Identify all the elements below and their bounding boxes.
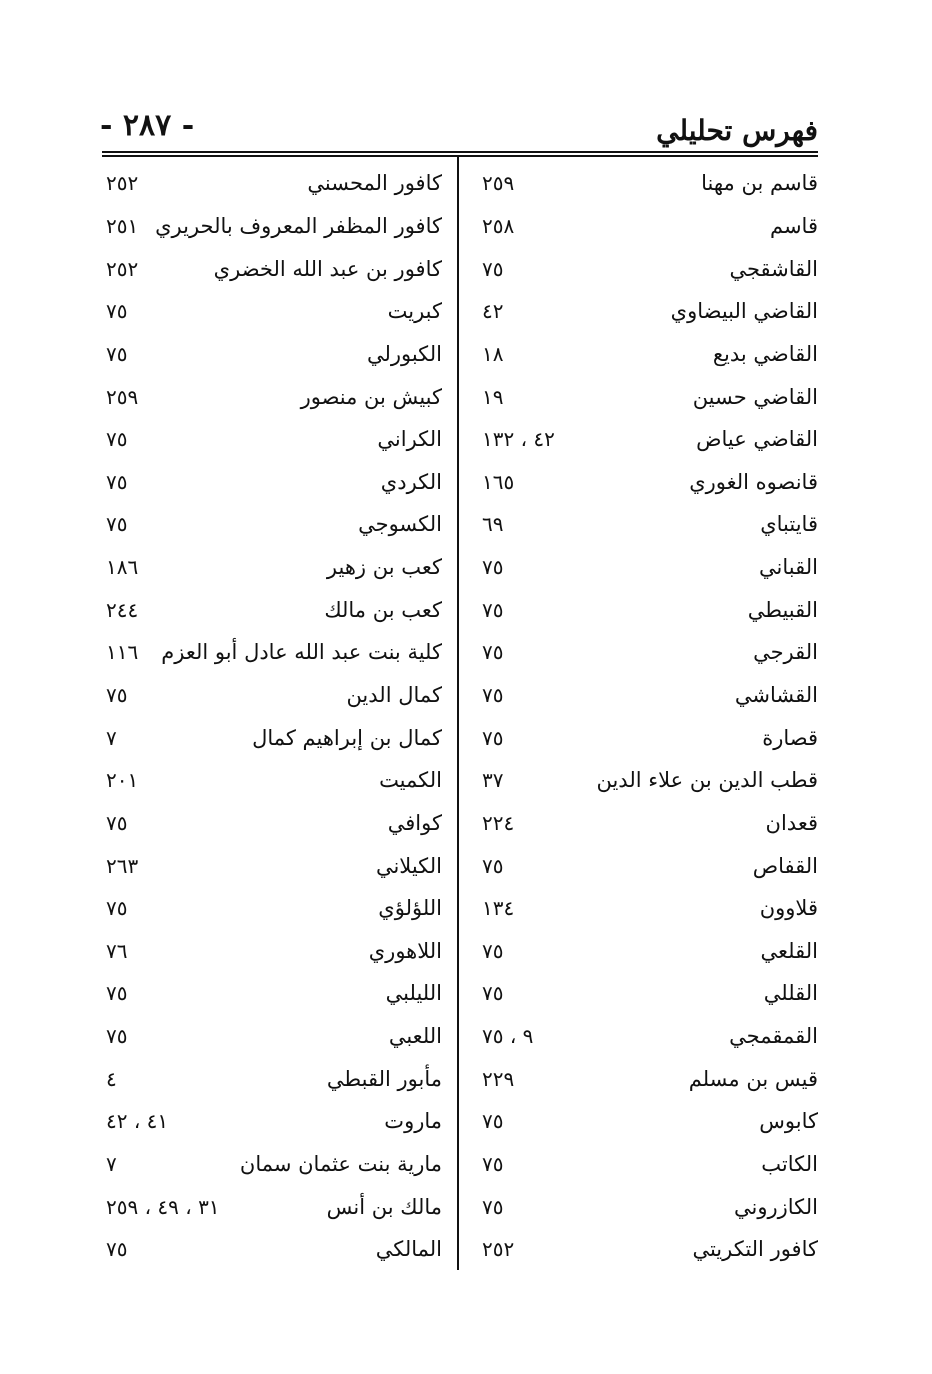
entry-page-numbers: ٤ [106,1066,117,1091]
index-entry [102,503,442,546]
index-entry [102,844,442,887]
entry-name: اللاهوري [368,938,442,963]
entry-name: مأبور القبطي [326,1066,442,1091]
index-entry [478,1015,818,1058]
entry-name: قايتباي [760,512,818,537]
entry-name: الليلبي [385,981,442,1006]
entry-name: كوافي [387,810,442,835]
entry-page-numbers: ١٨٦ [106,555,139,580]
entry-page-numbers: ٧٥ [106,810,128,835]
entry-page-numbers: ٧٥ [106,683,128,707]
entry-name: المالكي [375,1237,442,1262]
index-entry [102,802,442,845]
entry-page-numbers: ٢٢٩ [482,1066,515,1091]
index-entry [102,162,442,205]
entry-name: قاسم [769,213,818,238]
entry-name: ماروت [384,1109,442,1134]
entry-page-numbers: ٧٥ [482,640,504,665]
index-entry [102,1185,442,1228]
entry-page-numbers: ٢٥٩ [482,171,515,196]
index-entry [478,674,818,717]
entry-name: قيس بن مسلم [688,1066,818,1091]
entry-name: كافور بن عبد الله الخضري [213,256,442,281]
index-entry [102,1057,442,1100]
entry-page-numbers: ٢٥١ [106,213,139,238]
index-entry [478,247,818,290]
entry-name: كعب بن زهير [326,555,442,580]
entry-name: مارية بنت عثمان سمان [239,1152,442,1177]
entry-name: القاشقجي [729,256,818,281]
entry-page-numbers: ٤٢ [482,299,504,324]
entry-name: كمال الدين [346,683,442,707]
index-entry [102,972,442,1015]
index-entry [478,716,818,759]
index-entry [102,1228,442,1271]
entry-page-numbers: ٣٧ [482,768,504,793]
entry-page-numbers: ٢٦٣ [106,853,139,878]
entry-name: الكسوجي [358,512,442,537]
entry-name: قاسم بن مهنا [701,171,818,196]
index-entry [102,930,442,973]
entry-name: كلية بنت عبد الله عادل أبو العزم [161,640,442,665]
entry-name: اللؤلؤي [378,896,442,921]
index-entry [478,503,818,546]
index-entry [478,887,818,930]
entry-name: قلاوون [759,896,818,921]
entry-name: القشاشي [734,683,818,707]
index-entry [478,759,818,802]
entry-name: القرجي [753,640,818,665]
entry-name: القاضي حسين [692,384,818,409]
entry-name: كافور المظفر المعروف بالحريري [155,213,442,238]
index-entry [102,716,442,759]
entry-page-numbers: ٢٥٨ [482,213,515,238]
index-entry [102,631,442,674]
index-entry [478,972,818,1015]
header-rule-bottom [102,155,818,157]
index-entry [478,333,818,376]
entry-name: القلعي [760,938,818,963]
entry-page-numbers: ١٦٥ [482,469,515,494]
entry-page-numbers: ٧٥ [482,853,504,878]
index-entry [102,205,442,248]
index-entry [478,205,818,248]
entry-page-numbers: ٧٥ [482,938,504,963]
page-number: - ٢٨٧ - [100,108,195,143]
entry-page-numbers: ٧ [106,725,117,750]
entry-page-numbers: ٧٥ [482,725,504,750]
header-rule-top [102,151,818,153]
index-entry [102,588,442,631]
entry-page-numbers: ٧٦ [106,938,128,963]
entry-page-numbers: ٢٥٢ [482,1237,515,1262]
index-entry [102,1143,442,1186]
entry-page-numbers: ٢٠١ [106,768,139,793]
entry-name: القللي [763,981,818,1006]
entry-name: كافور التكريتي [692,1237,818,1262]
entry-name: القفاص [752,853,818,878]
entry-page-numbers: ٤٢ ، ١٣٢ [482,427,555,452]
index-entry [478,844,818,887]
entry-name: قعدان [765,810,818,835]
index-entry [102,887,442,930]
entry-name: القاضي عياض [696,427,818,452]
index-entry [102,460,442,503]
entry-name: القاضي بديع [712,341,818,366]
index-entry [478,1143,818,1186]
entry-name: الكاتب [761,1152,818,1177]
entry-page-numbers: ٧٥ [106,512,128,537]
entry-page-numbers: ٧٥ [482,1152,504,1177]
entry-page-numbers: ٧٥ [106,1024,128,1049]
entry-name: الكميت [379,768,442,793]
entry-page-numbers: ٣١ ، ٤٩ ، ٢٥٩ [106,1194,220,1219]
index-entry [102,674,442,717]
index-entry [102,418,442,461]
entry-name: القبيطي [747,597,818,622]
entry-page-numbers: ٧٥ [482,981,504,1006]
entry-page-numbers: ٧٥ [482,683,504,707]
entry-page-numbers: ٧٥ [482,597,504,622]
index-entry [478,1185,818,1228]
entry-name: الكيلاني [375,853,442,878]
index-entry [478,802,818,845]
entry-name: كابوس [759,1109,818,1134]
index-entry [478,162,818,205]
column-divider [457,155,459,1270]
index-entry [102,247,442,290]
index-entry [478,290,818,333]
entry-page-numbers: ١٩ [482,384,504,409]
entry-page-numbers: ١٨ [482,341,504,366]
entry-name: القباني [759,555,818,580]
entry-page-numbers: ٧ [106,1152,117,1177]
index-entry [478,1100,818,1143]
entry-name: كبيش بن منصور [300,384,442,409]
entry-page-numbers: ٧٥ [106,1237,128,1262]
entry-name: القمقمجي [729,1024,818,1049]
index-entry [102,333,442,376]
entry-page-numbers: ٧٥ [482,555,504,580]
entry-page-numbers: ٧٥ [106,469,128,494]
index-entry [102,546,442,589]
entry-name: قطب الدين بن علاء الدين [596,768,818,793]
entry-page-numbers: ٧٥ [106,896,128,921]
entry-page-numbers: ٤١ ، ٤٢ [106,1109,169,1134]
running-title: فهرس تحليلي [656,114,818,147]
entry-page-numbers: ٧٥ [106,299,128,324]
entry-name: كمال بن إبراهيم كمال [252,725,442,750]
index-entry [478,375,818,418]
entry-name: الكردي [380,469,442,494]
index-entry [102,290,442,333]
entry-name: قصارة [762,725,818,750]
entry-page-numbers: ٧٥ [106,981,128,1006]
entry-page-numbers: ٦٩ [482,512,504,537]
index-entry [102,375,442,418]
entry-name: مالك بن أنس [326,1194,442,1219]
index-entry [478,1228,818,1271]
index-entry [102,759,442,802]
entry-page-numbers: ٢٢٤ [482,810,515,835]
entry-page-numbers: ٧٥ [106,341,128,366]
entry-page-numbers: ٩ ، ٧٥ [482,1024,534,1049]
index-entry [478,546,818,589]
index-entry [478,588,818,631]
entry-page-numbers: ٢٤٤ [106,597,139,622]
entry-name: الكازروني [734,1194,818,1219]
entry-name: قانصوه الغوري [689,469,818,494]
index-column-left [102,162,442,1271]
entry-page-numbers: ٧٥ [106,427,128,452]
index-entry [478,1057,818,1100]
entry-name: الكبورلي [366,341,442,366]
entry-page-numbers: ١٣٤ [482,896,515,921]
index-entry [478,930,818,973]
entry-name: كافور المحسني [307,171,442,196]
entry-page-numbers: ٧٥ [482,1194,504,1219]
entry-name: كبريت [387,299,442,324]
entry-name: اللعبي [388,1024,442,1049]
index-entry [478,631,818,674]
index-entry [102,1015,442,1058]
index-column-right [478,162,818,1271]
index-entry [478,418,818,461]
entry-name: القاضي البيضاوي [670,299,818,324]
entry-name: الكراني [377,427,442,452]
entry-name: كعب بن مالك [324,597,442,622]
entry-page-numbers: ٧٥ [482,1109,504,1134]
entry-page-numbers: ١١٦ [106,640,139,665]
index-entry [478,460,818,503]
entry-page-numbers: ٧٥ [482,256,504,281]
entry-page-numbers: ٢٥٢ [106,171,139,196]
entry-page-numbers: ٢٥٩ [106,384,139,409]
index-entry [102,1100,442,1143]
entry-page-numbers: ٢٥٢ [106,256,139,281]
